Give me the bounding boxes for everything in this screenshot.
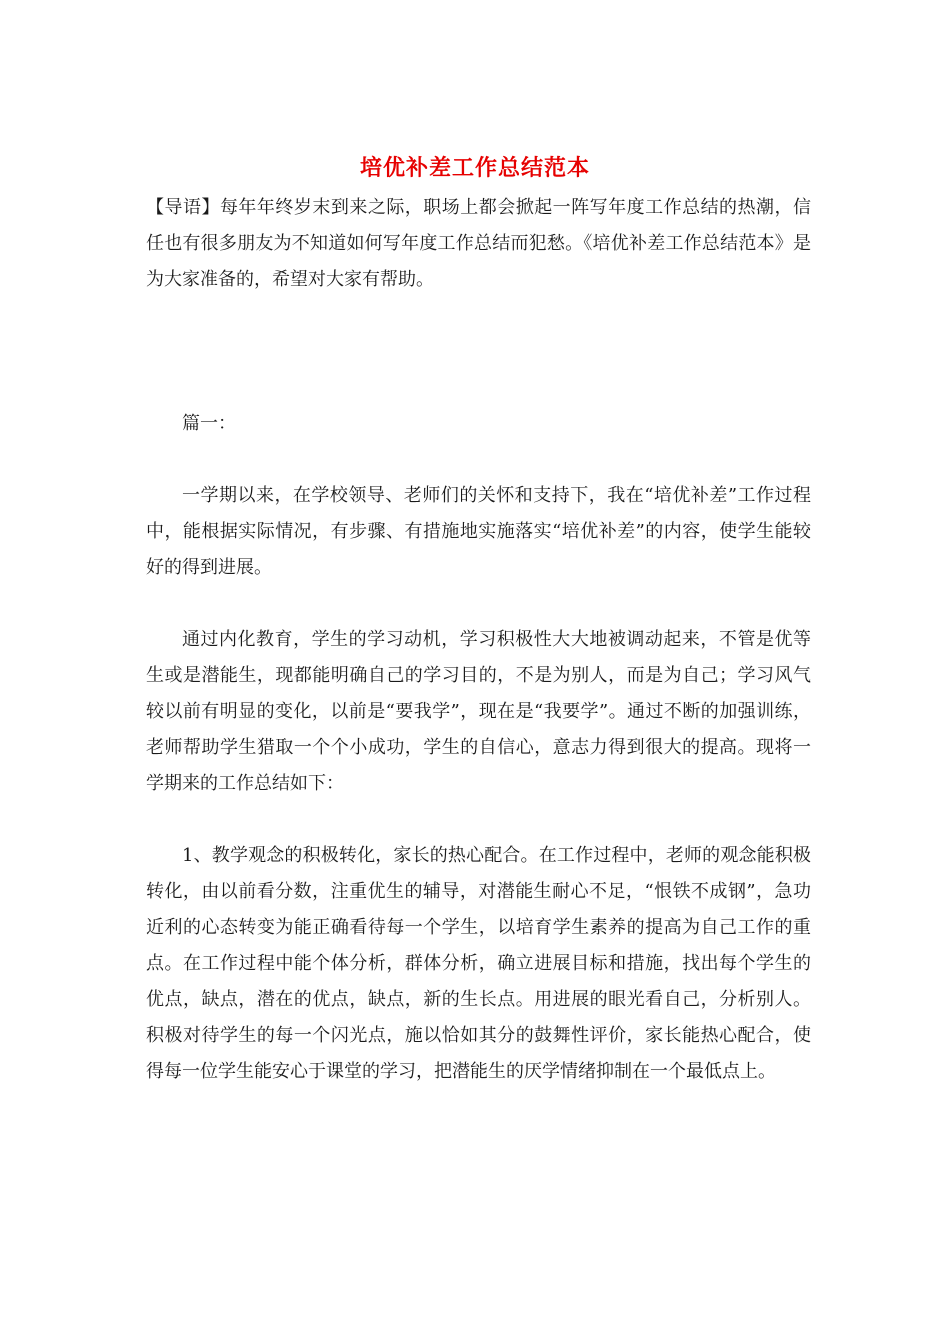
body-paragraph-2: 通过内化教育，学生的学习动机，学习积极性大大地被调动起来，不管是优等生或是潜能生，现都能明确自己的学习目的，不是为别人，而是为自己；学习风气较以前有明显的变化，以前是“要我学”，现在是“我要学”。通过不断的加强训练，老师帮助学生猎取一个个小成功，学生的自信心，意志力得到很大的提高。现将一学期来的工作总结如下：	[146, 629, 811, 794]
document-title: 培优补差工作总结范本	[359, 155, 590, 181]
section-heading: 篇一：	[182, 413, 236, 434]
body-paragraph-3: 1、教学观念的积极转化，家长的热心配合。在工作过程中，老师的观念能积极转化，由以前看分数，注重优生的辅导，对潜能生耐心不足，“恨铁不成钢”，急功近利的心态转变为能正确看待每一个学生，以培育学生素养的提高为自己工作的重点。在工作过程中能个体分析，群体分析，确立进展目标和措施，找出每个学生的优点，缺点，潜在的优点，缺点，新的生长点。用进展的眼光看自己，分析别人。积极对待学生的每一个闪光点，施以恰如其分的鼓舞性评价，家长能热心配合，使得每一位学生能安心于课堂的学习，把潜能生的厌学情绪抑制在一个最低点上。	[146, 845, 811, 1082]
intro-paragraph: 【导语】每年年终岁末到来之际，职场上都会掀起一阵写年度工作总结的热潮，信任也有很多朋友为不知道如何写年度工作总结而犯愁。《培优补差工作总结范本》是为大家准备的，希望对大家有帮助。	[146, 197, 811, 290]
body-paragraph-1: 一学期以来，在学校领导、老师们的关怀和支持下，我在“培优补差”工作过程中，能根据实际情况，有步骤、有措施地实施落实“培优补差”的内容，使学生能较好的得到进展。	[146, 485, 811, 578]
